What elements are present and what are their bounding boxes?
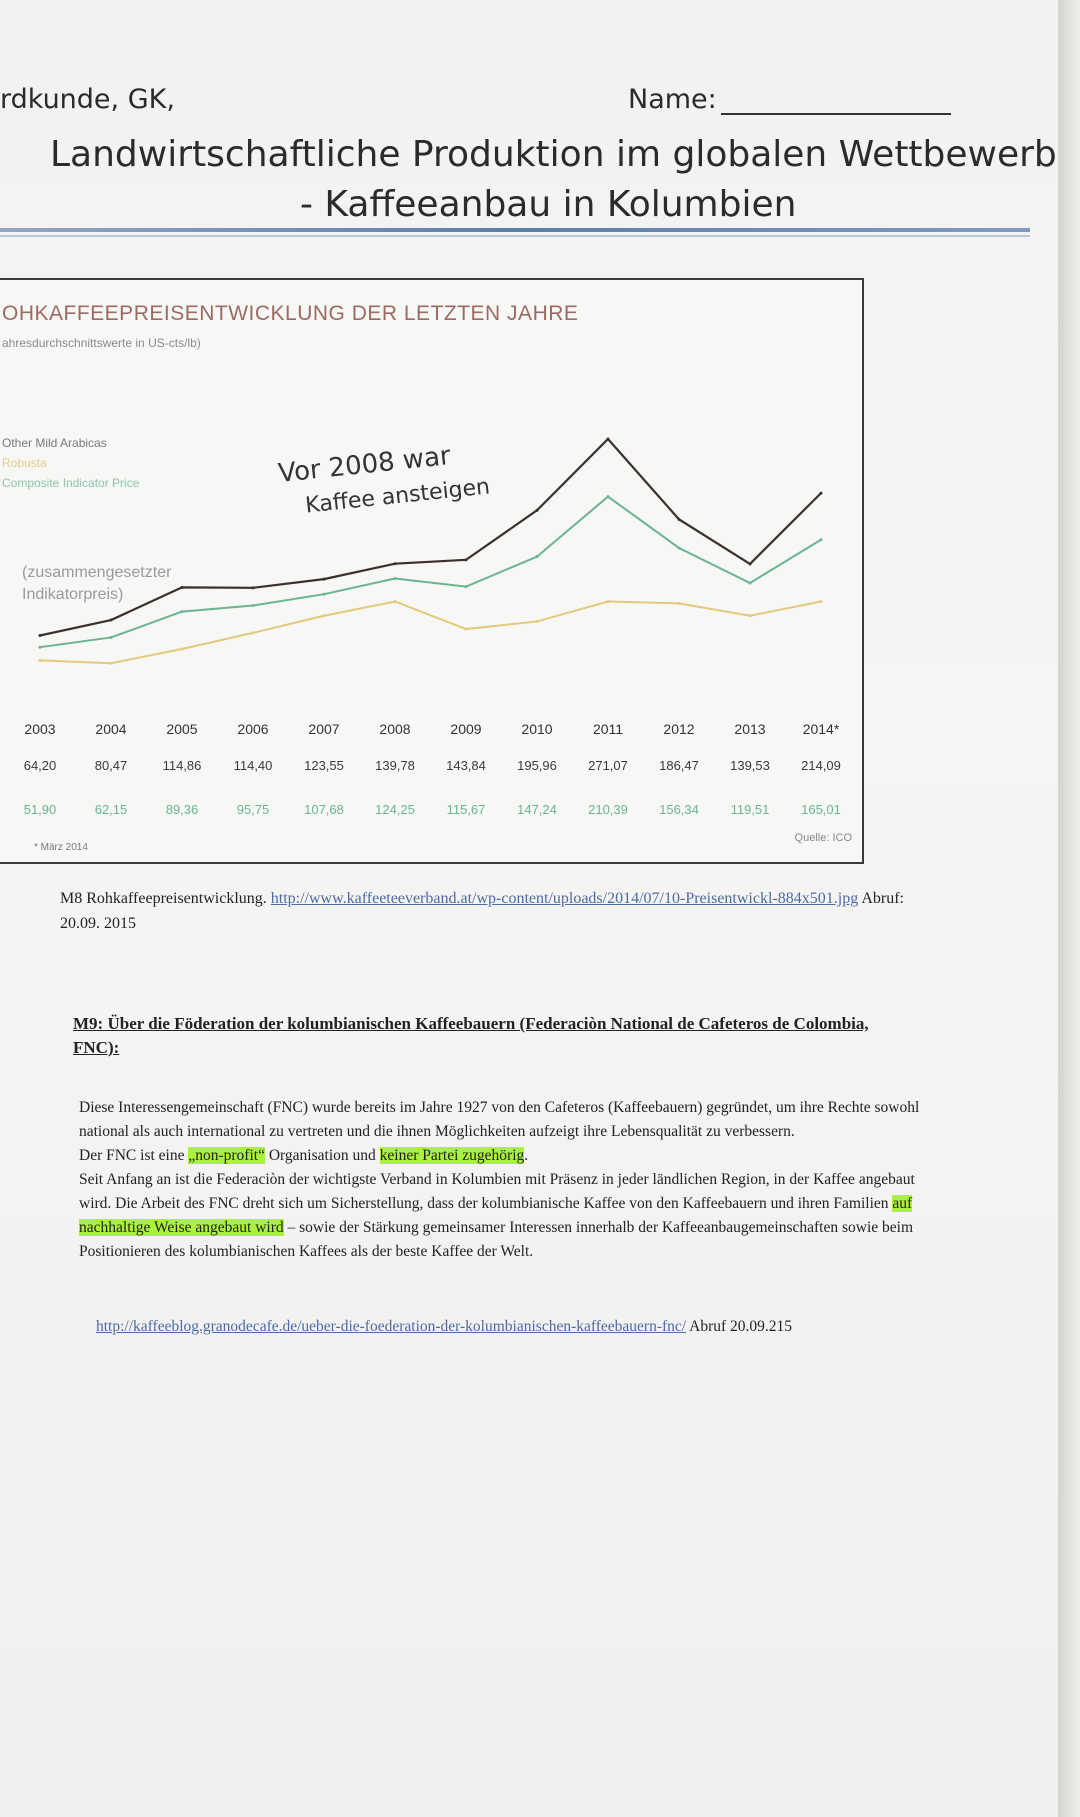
handwritten-note-line2: Kaffee ansteigen	[304, 474, 492, 519]
year-tick-label: 2003	[24, 721, 56, 737]
series-1-point	[820, 600, 823, 603]
series-2-point	[252, 604, 255, 607]
data-label-0: 195,96	[517, 758, 557, 773]
series-2-point	[394, 577, 397, 580]
data-label-2: 115,67	[446, 802, 486, 817]
year-tick-label: 2004	[95, 721, 127, 737]
series-2-point	[465, 585, 468, 588]
data-label-0: 114,40	[233, 758, 273, 773]
page-edge	[1058, 0, 1080, 1817]
data-label-0: 80,47	[94, 758, 128, 773]
series-1-point	[678, 602, 681, 605]
header-divider-thin	[0, 235, 1030, 237]
series-0-point	[252, 586, 255, 589]
data-label-2: 107,68	[304, 802, 344, 817]
m9-p2-text-b: Organisation und	[264, 1147, 380, 1164]
series-1-point	[181, 648, 184, 651]
series-line-0	[40, 439, 821, 636]
series-1-point	[465, 628, 468, 631]
series-0-point	[394, 562, 397, 565]
data-label-2: 62,15	[94, 802, 128, 817]
course-label: rdkunde, GK,	[0, 84, 175, 115]
year-tick-label: 2009	[450, 721, 482, 737]
highlight-non-profit: „non-profit“	[188, 1147, 265, 1164]
year-tick-label: 2014*	[802, 721, 840, 737]
series-1-point	[323, 614, 326, 617]
data-label-0: 186,47	[659, 758, 699, 773]
year-tick-label: 2012	[663, 721, 695, 737]
series-2-point	[749, 581, 752, 584]
chart-title: OHKAFFEEPREISENTWICKLUNG DER LETZTEN JAHRE	[2, 302, 579, 325]
m9-body	[79, 1096, 939, 1264]
series-0-point	[323, 578, 326, 581]
chart-plot-area	[0, 280, 862, 862]
data-label-2: 95,75	[236, 802, 270, 817]
data-label-0: 143,84	[446, 758, 486, 773]
name-field	[628, 84, 951, 115]
year-tick-label: 2006	[237, 721, 269, 737]
m9-paragraph-2	[79, 1144, 939, 1168]
series-1-point	[110, 662, 113, 665]
data-label-2: 165,01	[801, 802, 841, 817]
series-0-point	[39, 634, 42, 637]
legend-composite: Composite Indicator Price	[2, 476, 140, 490]
m9-source	[96, 1318, 956, 1336]
series-line-1	[40, 602, 821, 664]
series-0-point	[820, 492, 823, 495]
price-chart	[0, 278, 864, 864]
series-0-point	[110, 619, 113, 622]
chart-subtitle: ahresdurchschnittswerte in US-cts/lb)	[2, 336, 201, 350]
year-tick-label: 2008	[379, 721, 411, 737]
m8-caption	[60, 886, 940, 936]
year-tick-label: 2005	[166, 721, 198, 737]
series-1-point	[394, 600, 397, 603]
handwritten-note-line1: Vor 2008 war	[276, 441, 453, 489]
data-label-0: 64,20	[23, 758, 57, 773]
series-2-point	[678, 546, 681, 549]
series-2-point	[607, 495, 610, 498]
series-0-point	[465, 558, 468, 561]
series-2-point	[820, 538, 823, 541]
data-label-0: 114,86	[162, 758, 202, 773]
m8-access: Abruf: 20.09. 2015	[60, 890, 904, 932]
data-label-0: 214,09	[801, 758, 841, 773]
series-2-point	[110, 636, 113, 639]
series-1-point	[536, 620, 539, 623]
data-label-0: 139,53	[730, 758, 770, 773]
series-1-point	[749, 614, 752, 617]
data-label-0: 139,78	[375, 758, 415, 773]
year-tick-label: 2007	[308, 721, 340, 737]
series-2-point	[323, 593, 326, 596]
m8-link[interactable]: http://www.kaffeeteeverband.at/wp-content/uploads/2014/07/10-Preisentwickl-884x501.jpg	[270, 890, 859, 907]
data-label-2: 156,34	[659, 802, 699, 817]
data-label-2: 119,51	[730, 802, 770, 817]
highlight-nachhaltig: auf nachhaltige Weise angebaut wird	[79, 1195, 913, 1236]
year-tick-label: 2010	[521, 721, 553, 737]
series-0-point	[536, 509, 539, 512]
series-2-point	[536, 555, 539, 558]
legend-arabicas: Other Mild Arabicas	[2, 436, 107, 450]
year-tick-label: 2011	[592, 721, 624, 737]
m9-heading: M9: Über die Föderation der kolumbianischen Kaffeebauern (Federaciòn National de Cafeteros de Colombia, FNC):	[73, 1014, 869, 1057]
data-label-0: 271,07	[588, 758, 628, 773]
series-1-point	[39, 659, 42, 662]
series-2-point	[39, 646, 42, 649]
page-title: Landwirtschaftliche Produktion im globalen Wettbewerb	[50, 134, 1057, 175]
series-line-2	[40, 497, 821, 648]
series-0-point	[678, 518, 681, 521]
data-label-0: 123,55	[304, 758, 344, 773]
data-label-2: 89,36	[165, 802, 199, 817]
series-2-point	[181, 610, 184, 613]
name-label: Name:	[628, 84, 717, 115]
series-0-point	[181, 586, 184, 589]
page-subtitle: - Kaffeeanbau in Kolumbien	[300, 184, 797, 225]
name-blank-line	[721, 91, 951, 115]
m8-label: M8 Rohkaffeepreisentwicklung.	[60, 890, 267, 907]
data-label-2: 210,39	[588, 802, 628, 817]
series-1-point	[607, 600, 610, 603]
chart-source: Quelle: ICO	[794, 832, 852, 844]
header-divider	[0, 228, 1030, 232]
series-1-point	[252, 631, 255, 634]
m9-p3-text-a: Seit Anfang an ist die Federaciòn der wichtigste Verband in Kolumbien mit Präsenz in jeder ländlichen Region, in der Kaffee angebaut wird. Die Arbeit des FNC dreht sich um Sicherstellung, dass der kolumbianische Kaffee von den Kaffeebauern und ihren Familien	[79, 1171, 915, 1212]
series-0-point	[749, 562, 752, 565]
data-label-2: 51,90	[23, 802, 57, 817]
series-0-point	[607, 437, 610, 440]
data-label-2: 124,25	[375, 802, 415, 817]
chart-annotation: (zusammengesetzter Indikatorpreis)	[22, 564, 172, 603]
m9-p3-text-b: – sowie der Stärkung gemeinsamer Interessen innerhalb der Kaffeeanbaugemeinschaften sowie beim Positionieren des kolumbianischen Kaffees als der beste Kaffee der Welt.	[79, 1219, 914, 1260]
m9-paragraph-3	[79, 1168, 939, 1264]
m9-paragraph-1: Diese Interessengemeinschaft (FNC) wurde bereits im Jahre 1927 von den Cafeteros (Kaffeebauern) gegründet, um ihre Rechte sowohl national als auch international zu vertreten und die ihnen Möglichkeiten aufzeigt ihre Lebensqualität zu verbessern.	[79, 1099, 920, 1140]
m9-p2-text-c: .	[524, 1147, 529, 1164]
chart-footnote: * März 2014	[34, 842, 88, 853]
m9-source-access: Abruf 20.09.215	[689, 1318, 793, 1335]
m9-p2-text-a: Der FNC ist eine	[79, 1147, 189, 1164]
highlight-keiner-partei: keiner Partei zugehörig	[379, 1147, 525, 1164]
m9-source-link[interactable]: http://kaffeeblog.granodecafe.de/ueber-die-foederation-der-kolumbianischen-kaffeebauern-fnc/	[96, 1318, 687, 1335]
legend-robusta: Robusta	[2, 456, 47, 470]
data-label-2: 147,24	[517, 802, 557, 817]
year-tick-label: 2013	[734, 721, 766, 737]
